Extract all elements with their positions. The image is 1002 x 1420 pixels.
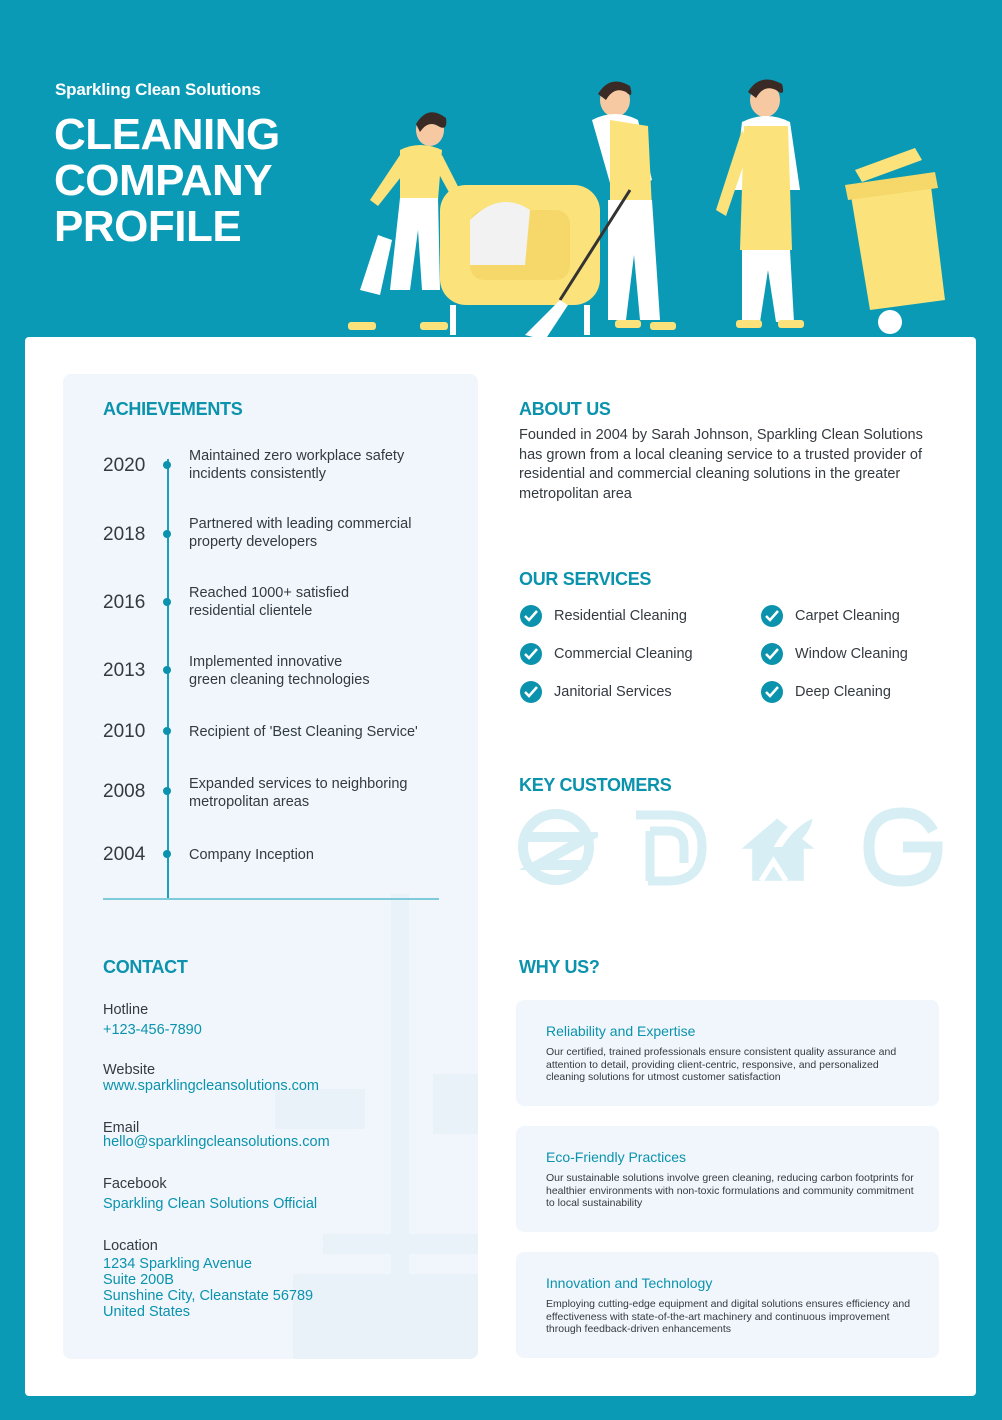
cleaners-illustration [330,60,970,350]
service-label: Window Cleaning [795,646,908,662]
about-heading: ABOUT US [519,399,611,419]
trash-bin-icon [845,148,945,334]
website-link[interactable]: www.sparklingcleansolutions.com [103,1078,319,1094]
location-label: Location [103,1238,158,1254]
service-label: Janitorial Services [554,684,672,700]
title-line: PROFILE [54,202,242,251]
why-desc: Our sustainable solutions involve green cleaning, reducing carbon footprints for healthier environments with non-toxic formulations and community commitment to local sustainability [546,1172,914,1209]
timeline-text: Reached 1000+ satisfied residential clientele [189,585,350,619]
timeline-line [167,459,169,899]
timeline-dot [163,530,171,538]
cleaner-man-bin-icon [716,80,804,329]
about-text: Founded in 2004 by Sarah Johnson, Sparkling Clean Solutions has grown from a local cleaning service to a trusted provider of residential and commercial cleaning solutions in the greater metropolitan area [519,427,923,502]
customer-logo-d-icon [628,807,708,887]
why-desc: Our certified, trained professionals ensure consistent quality assurance and attention to detail, providing client-centric, responsive, and personalized cleaning solutions for utmost customer satisfaction [546,1046,897,1083]
why-card [516,1000,939,1106]
timeline-year: 2008 [103,781,146,802]
timeline-year: 2020 [103,455,146,476]
why-title: Reliability and Expertise [546,1023,696,1039]
check-circle-icon [761,681,783,703]
why-desc: Employing cutting-edge equipment and digital solutions ensures efficiency and effectiveness with state-of-the-art machinery and continuous improvement through feedback-driven enhancements [546,1298,911,1335]
customer-logo-house-icon [738,807,818,887]
services-heading: OUR SERVICES [519,569,652,589]
timeline-dot [163,461,171,469]
achievements-heading: ACHIEVEMENTS [103,399,243,419]
customer-logo-s-icon [518,807,598,887]
check-circle-icon [761,605,783,627]
contact-heading: CONTACT [103,957,188,977]
armchair-icon [440,185,600,335]
timeline-dot [163,850,171,858]
timeline-year: 2018 [103,524,146,545]
service-label: Residential Cleaning [554,608,687,624]
title-line: COMPANY [54,156,273,205]
service-label: Carpet Cleaning [795,608,900,624]
check-circle-icon [520,643,542,665]
service-label: Deep Cleaning [795,684,891,700]
timeline-base [103,898,439,900]
email-label: Email [103,1120,140,1136]
timeline-text: Recipient of 'Best Cleaning Service' [189,724,418,740]
title-line: CLEANING [54,110,280,159]
timeline-dot [163,727,171,735]
why-title: Innovation and Technology [546,1275,713,1291]
why-heading: WHY US? [519,957,600,977]
timeline-dot [163,666,171,674]
timeline-text: Expanded services to neighboring metropolitan areas [189,776,408,810]
timeline-year: 2010 [103,721,146,742]
timeline-dot [163,787,171,795]
profile-card [25,337,976,1396]
timeline-text: Company Inception [189,847,314,863]
why-title: Eco-Friendly Practices [546,1149,687,1165]
page-title [54,112,280,250]
hotline-value[interactable]: +123-456-7890 [103,1022,202,1038]
header [0,0,1002,340]
timeline-text: Maintained zero workplace safety incidents consistently [189,448,405,482]
location-address: 1234 Sparkling Avenue Suite 200B Sunshine City, Cleanstate 56789 United States [103,1256,314,1320]
check-circle-icon [520,605,542,627]
check-circle-icon [520,681,542,703]
hotline-label: Hotline [103,1002,149,1018]
why-card [516,1252,939,1358]
company-name: Sparkling Clean Solutions [55,80,261,99]
email-link[interactable]: hello@sparklingcleansolutions.com [103,1134,330,1150]
timeline-year: 2016 [103,592,146,613]
facebook-link[interactable]: Sparkling Clean Solutions Official [103,1196,318,1212]
check-circle-icon [761,643,783,665]
timeline-year: 2004 [103,844,146,865]
timeline-dot [163,598,171,606]
facebook-label: Facebook [103,1176,167,1192]
timeline-text: Implemented innovative green cleaning technologies [189,654,370,688]
website-label: Website [103,1062,156,1078]
service-label: Commercial Cleaning [554,646,693,662]
timeline-text: Partnered with leading commercial property developers [189,516,412,550]
customers-heading: KEY CUSTOMERS [519,775,672,795]
customer-logo-g-icon [863,807,943,887]
why-card [516,1126,939,1232]
timeline-year: 2013 [103,660,146,681]
